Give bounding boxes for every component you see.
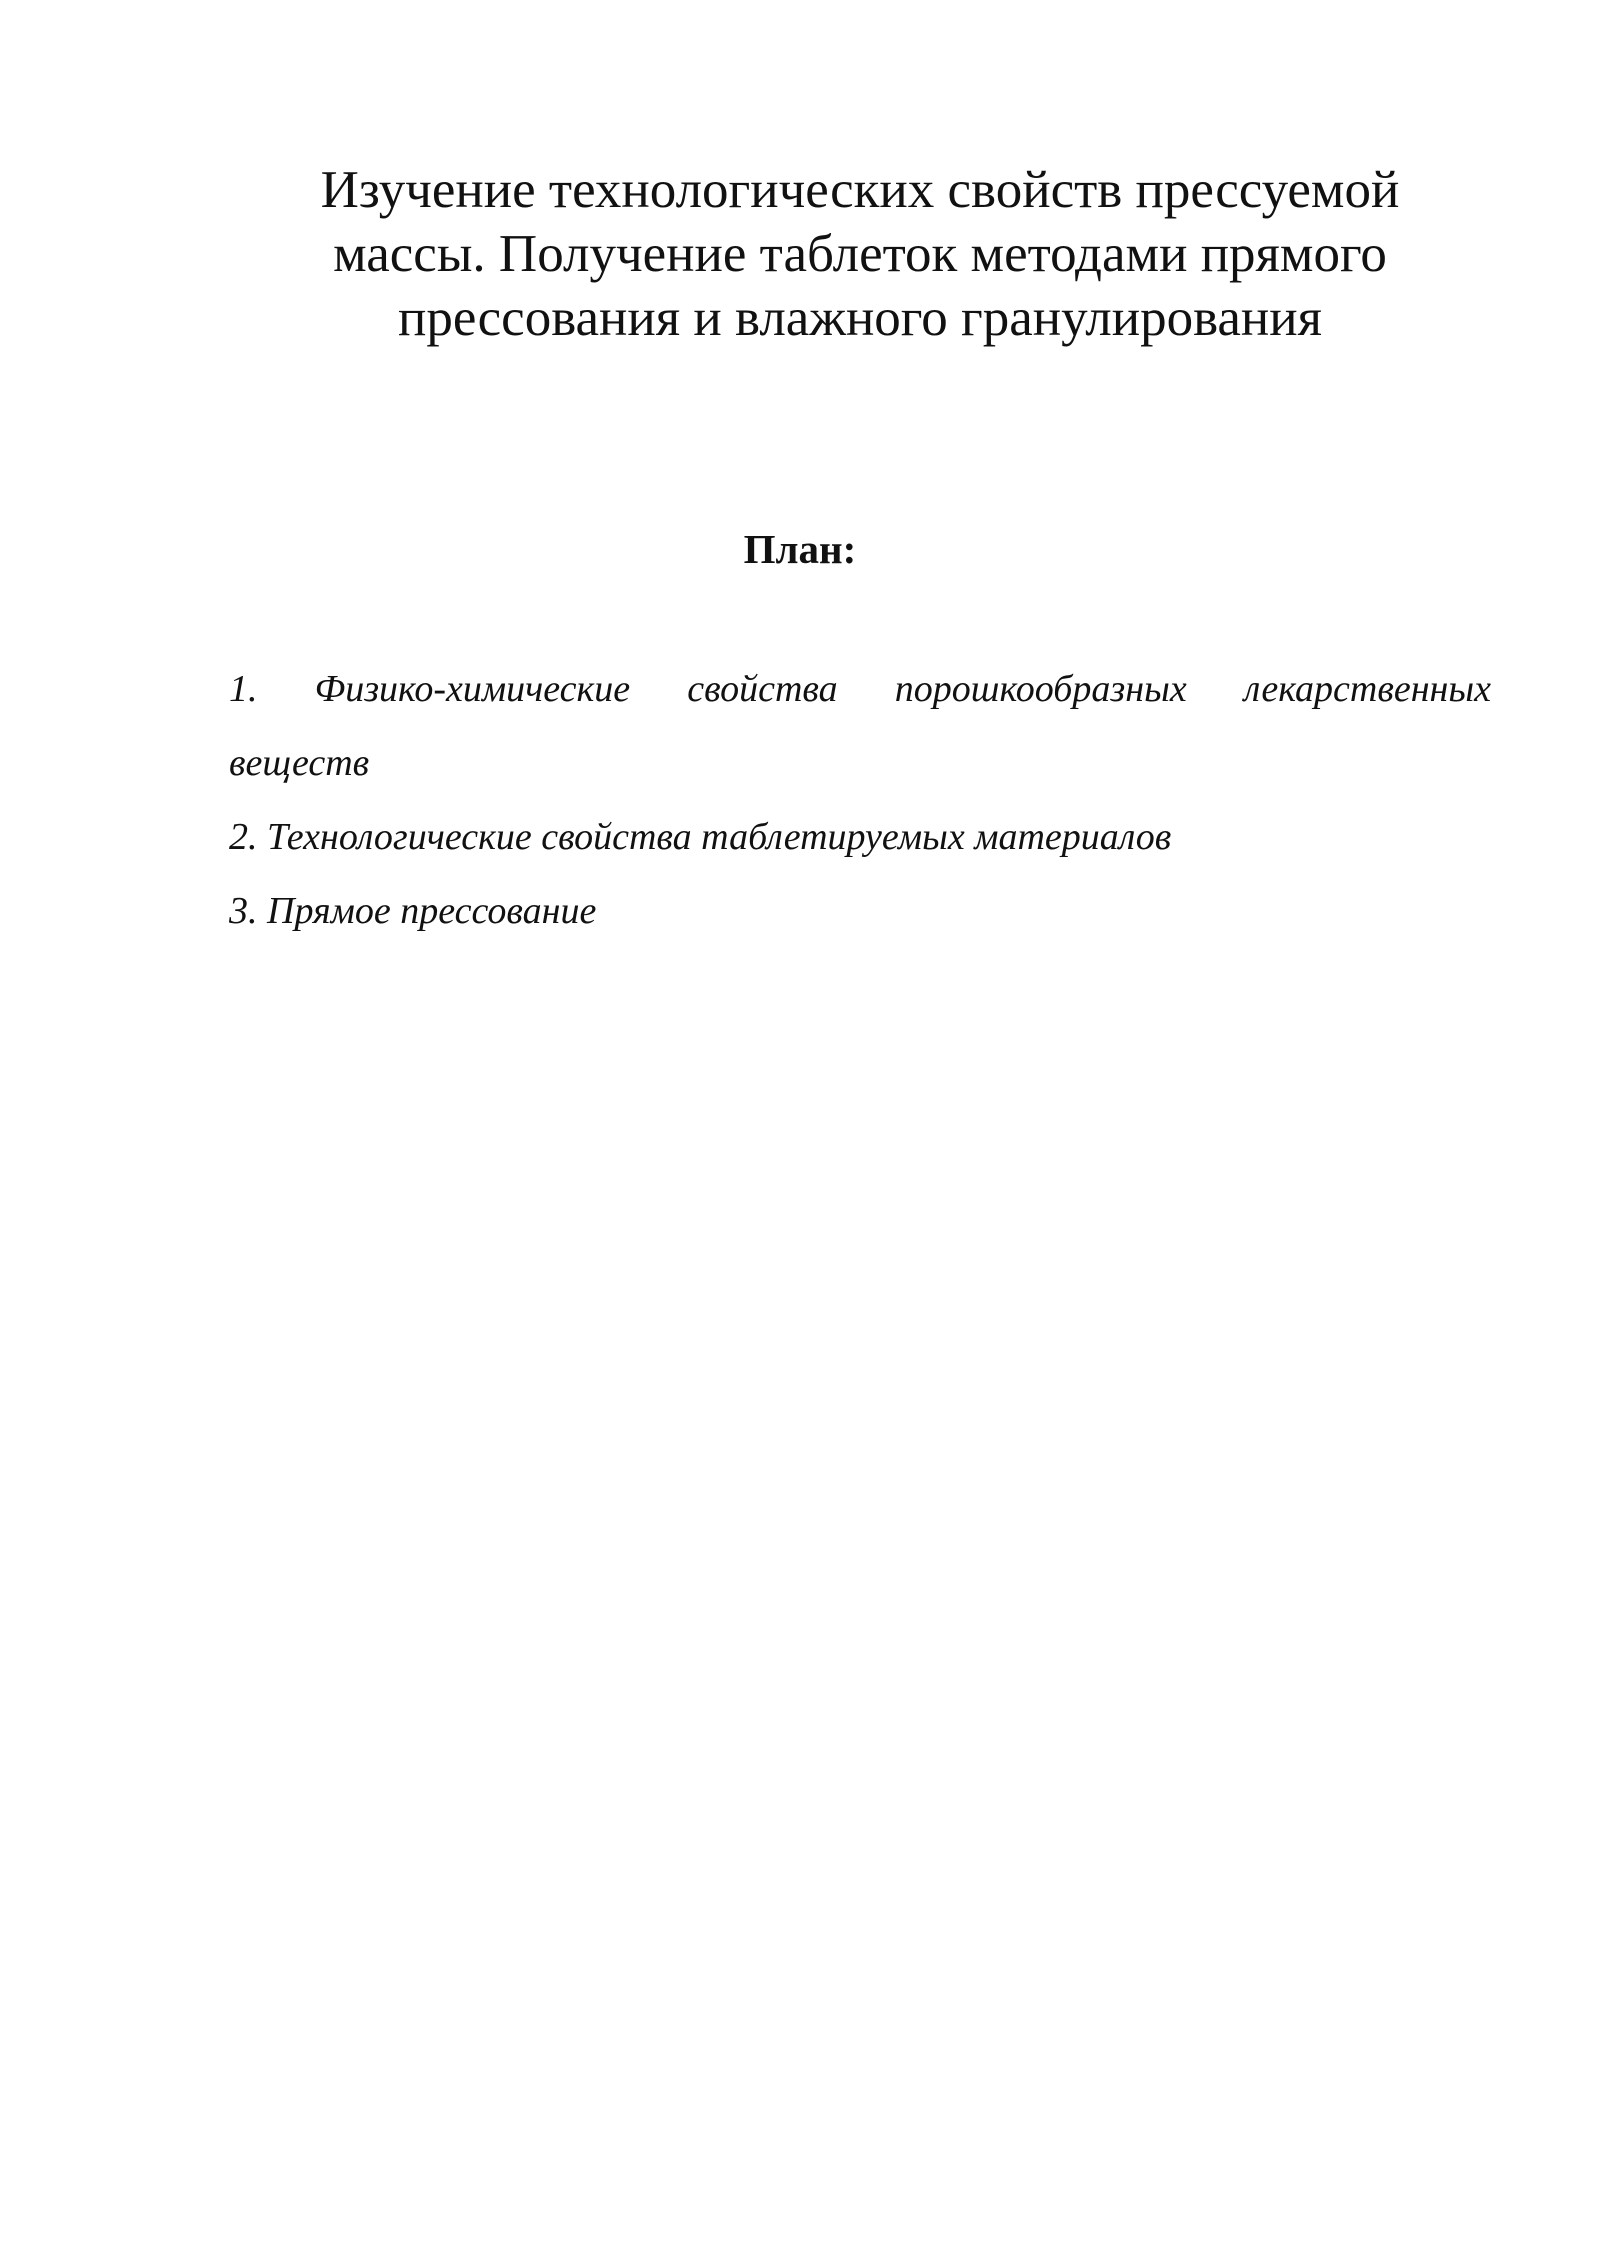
plan-item-3: 3. Прямое прессование: [229, 890, 597, 932]
title-line-2: массы. Получение таблеток методами прямого: [333, 225, 1387, 283]
title-line-3: прессования и влажного гранулирования: [397, 289, 1323, 347]
plan-item-1-line-2: веществ: [229, 742, 370, 784]
title-line-1: Изучение технологических свойств прессуемой: [320, 161, 1400, 219]
plan-item-1: [229, 652, 1491, 800]
document-title: [240, 158, 1480, 350]
plan-item-1-line-1: 1. Физико-химические свойства порошкообразных лекарственных: [229, 668, 1491, 710]
plan-heading: План:: [743, 526, 857, 572]
plan-list: [229, 652, 1491, 948]
plan-item-2: 2. Технологические свойства таблетируемых материалов: [229, 816, 1172, 858]
